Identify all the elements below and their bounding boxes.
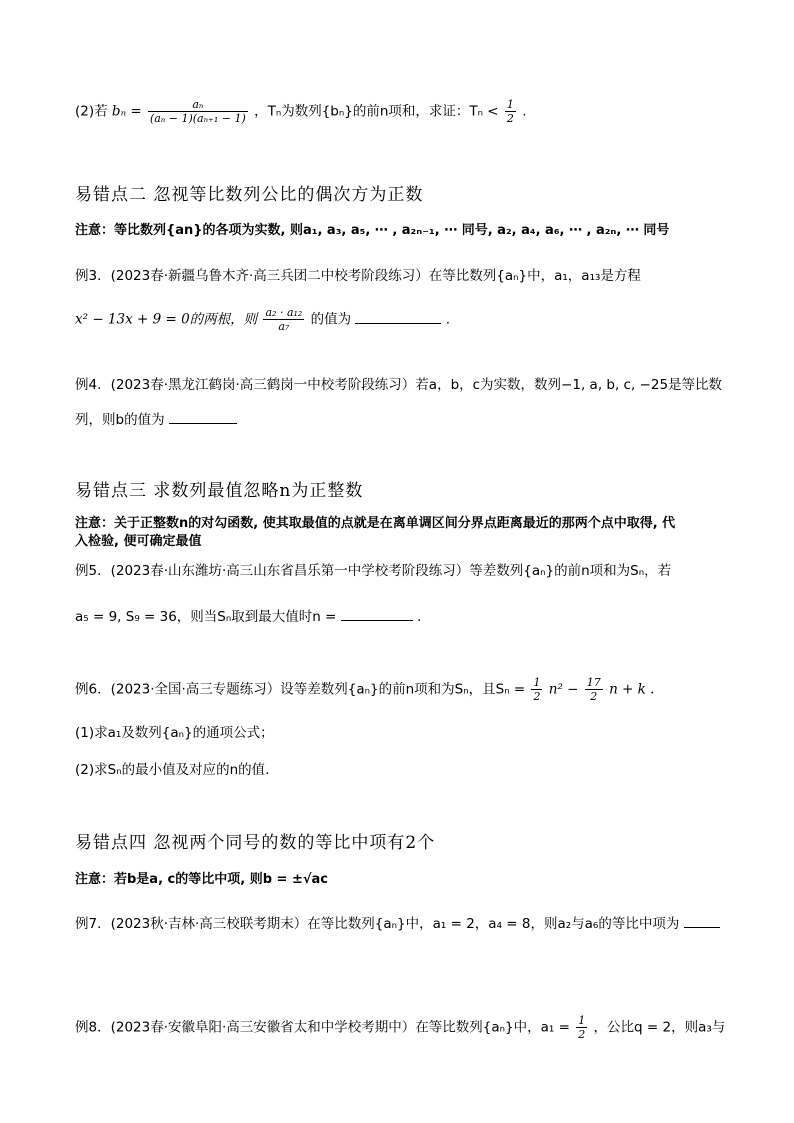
example-8-fraction [576, 1014, 587, 1041]
example-5-line-2-text: a₅ = 9, S₉ = 36，则当Sₙ取到最大值时n = [75, 609, 337, 625]
example-6-line-1-pre: 例6．(2023·全国·高三专题练习）设等差数列{aₙ}的前n项和为Sₙ，且Sₙ = [75, 681, 526, 698]
example-8-line-1-post: ，公比q = 2，则a₃与 [593, 1019, 726, 1036]
bn-fraction-den: (aₙ − 1)(aₙ₊₁ − 1) [149, 112, 246, 125]
example-6-fraction-2-den: 2 [590, 690, 598, 703]
answer-blank[interactable] [341, 607, 413, 621]
example-3-fraction-den: a₇ [278, 320, 290, 333]
bn-label: bₙ = [111, 103, 142, 120]
example-6-fraction-1-num: 1 [533, 676, 541, 689]
half-fraction [505, 98, 516, 125]
example-8-line-1-pre: 例8．(2023春·安徽阜阳·高三安徽省太和中学校考期中）在等比数列{aₙ}中，a₁ = [75, 1019, 570, 1036]
section-4-title: 易错点四 忽视两个同号的数的等比中项有2个 [75, 833, 436, 853]
example-3-line-2-post: 的值为 [310, 311, 352, 328]
section-3-note-line-1: 注意：关于正整数n的对勾函数, 使其取最值的点就是在离单调区间分界点距离最近的那两个点中取得, 代 [75, 516, 676, 531]
example-3-line-2-pre: x² − 13x + 9 = 0的两根，则 [75, 311, 258, 328]
half-num: 1 [506, 98, 514, 111]
section-2-note: 注意：等比数列{an}的各项为实数, 则a₁, a₃, a₅, ⋯ , a₂ₙ₋₁, ⋯ 同号, a₂, a₄, a₆, ⋯ , a₂ₙ, ⋯ 同号 [75, 223, 670, 238]
bn-fraction [148, 98, 248, 125]
example-8-fraction-num: 1 [578, 1014, 586, 1027]
example-6-fraction-2 [585, 676, 603, 703]
problem-2-prefix: (2)若 [75, 103, 108, 120]
example-4-line-2 [75, 410, 237, 429]
half-den: 2 [506, 112, 514, 125]
problem-2-end: . [522, 103, 527, 120]
example-4-line-1: 例4．(2023春·黑龙江鹤岗·高三鹤岗一中校考阶段练习）若a，b，c为实数，数列−1, a, b, c, −25是等比数 [75, 377, 723, 393]
example-6-fraction-2-num: 17 [586, 676, 601, 689]
example-6-fraction-1 [531, 676, 542, 703]
section-3-title: 易错点三 求数列最值忽略n为正整数 [75, 481, 364, 501]
example-6-line-1 [75, 676, 654, 703]
example-8-line-1 [75, 1014, 725, 1041]
example-6-line-1-post: n + k . [609, 681, 655, 698]
example-7-text: 例7．(2023秋·吉林·高三校联考期末）在等比数列{aₙ}中，a₁ = 2，a₄ = 8，则a₂与a₆的等比中项为 [75, 916, 680, 932]
section-3-note-line-2: 入检验, 便可确定最值 [75, 534, 202, 549]
section-2-title: 易错点二 忽视等比数列公比的偶次方为正数 [75, 185, 424, 205]
problem-2-mid: ，Tₙ为数列{bₙ}的前n项和，求证：Tₙ < [254, 103, 499, 120]
example-6-fraction-1-den: 2 [533, 690, 541, 703]
example-5-line-1: 例5．(2023春·山东潍坊·高三山东省昌乐第一中学校考阶段练习）等差数列{aₙ}的前n项和为Sₙ，若 [75, 563, 672, 579]
example-3-fraction-num: a₂ · a₁₂ [265, 306, 303, 319]
example-6-mid: n² − [548, 681, 579, 698]
example-3-fraction [263, 306, 304, 333]
example-8-fraction-den: 2 [578, 1028, 586, 1041]
example-4-line-2-text: 列，则b的值为 [75, 412, 165, 428]
example-3-end: . [445, 311, 451, 328]
answer-blank[interactable] [355, 310, 441, 324]
example-6-part-1: (1)求a₁及数列{aₙ}的通项公式； [75, 725, 274, 741]
section-4-note: 注意：若b是a, c的等比中项, 则b = ±√ac [75, 872, 329, 887]
bn-fraction-num: aₙ [148, 98, 248, 112]
answer-blank[interactable] [684, 914, 720, 928]
problem-2-line [75, 98, 527, 125]
answer-blank[interactable] [169, 410, 237, 424]
example-3-line-1: 例3．(2023春·新疆乌鲁木齐·高三兵团二中校考阶段练习）在等比数列{aₙ}中，a₁，a₁₃是方程 [75, 268, 641, 284]
example-6-part-2: (2)求Sₙ的最小值及对应的n的值. [75, 762, 270, 778]
example-3-line-2 [75, 306, 450, 333]
example-5-line-2 [75, 607, 421, 626]
example-7-line-1 [75, 914, 720, 933]
example-5-end: . [417, 609, 422, 625]
